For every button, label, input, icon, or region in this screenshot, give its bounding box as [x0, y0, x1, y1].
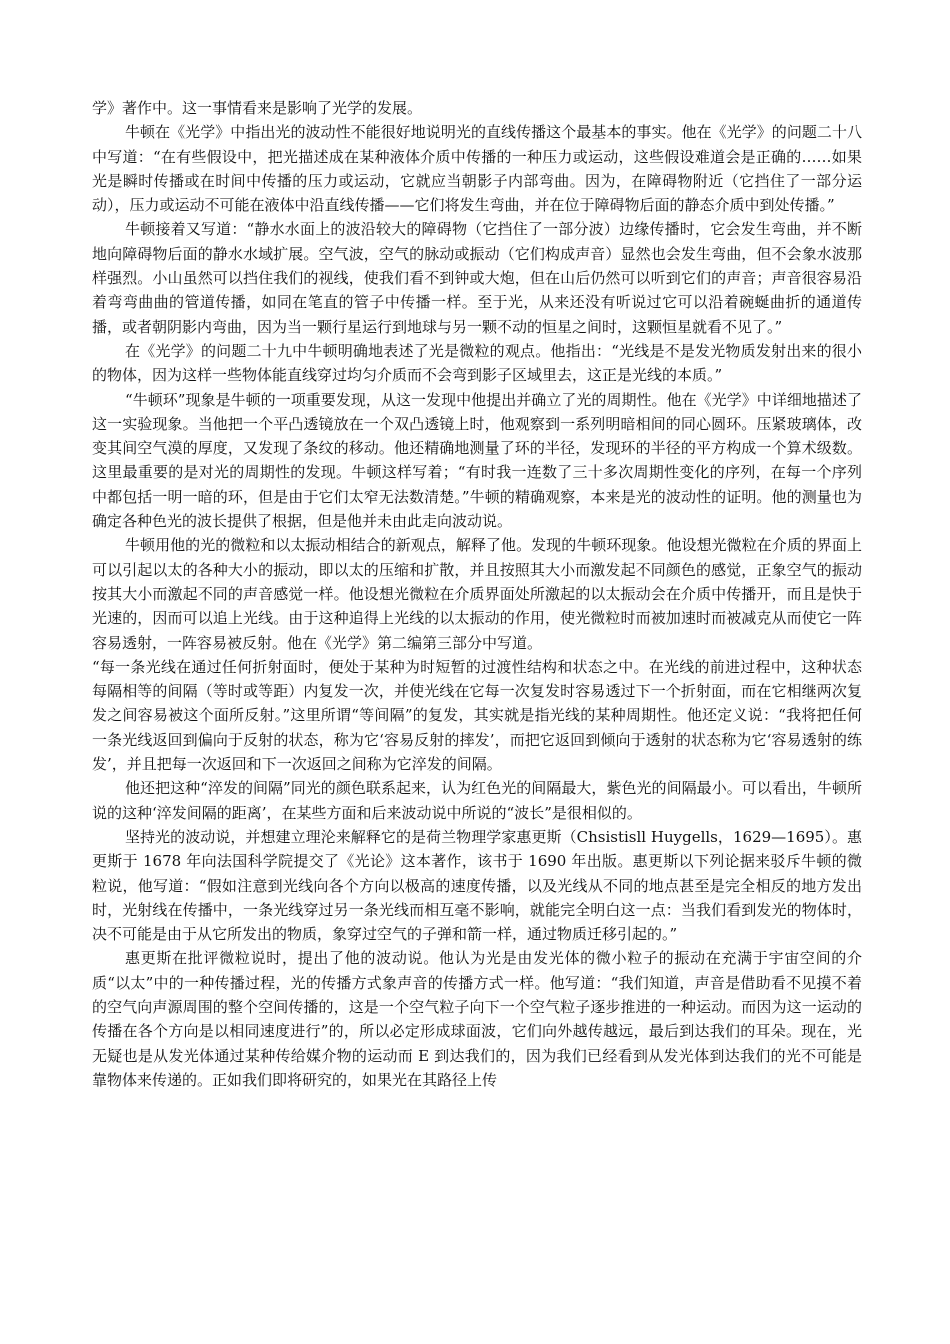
paragraph-huygens-intro: 坚持光的波动说，并想建立理沦来解释它的是荷兰物理学家惠更斯（Chsistisll Huygells，1629—1695）。惠更斯于 1678 年向法国科学院提交了《光论》这本著作，该书于 1690 年出版。惠更斯以下列论据来驳斥牛顿的微粒说，他写道：“假如注意到光线向各个方向以极高的速度传播，以及光线从不同的地点甚至是完全相反的地方发出时，光射线在传播中，一条光线穿过另一条光线而相互毫不影响，就能完全明白这一点：当我们看到发光的物体时，决不可能是由于从它所发出的物质，象穿过空气的子弹和箭一样，通过物质迁移引起的。” — [92, 827, 862, 944]
paragraph-continuation: 学》著作中。这一事情看来是影响了光学的发展。 — [92, 99, 423, 117]
paragraph-newton-wave-objection: 牛顿在《光学》中指出光的波动性不能很好地说明光的直线传播这个最基本的事实。他在《光学》的问题二十八中写道：“在有些假设中，把光描述成在某种液体介质中传播的一种压力或运动，这些假设难道会是正确的……如果光是瞬时传播或在时间中传播的压力或运动，它就应当朝影子内部弯曲。因为，在障碍物附近（它挡住了一部分运动），压力或运动不可能在液体中沿直线传播——它们将发生弯曲，并在位于障碍物后面的静态介质中到处传播。” — [92, 123, 862, 215]
paragraph-fits-quote: “每一条光线在通过任何折射面时，便处于某种为时短暂的过渡性结构和状态之中。在光线的前进过程中，这种状态每隔相等的间隔（等时或等距）内复发一次，并使光线在它每一次复发时容易透过下一个折射面，而在它相继两次复发之间容易被这个面所反射。”这里所谓“等间隔”的复发，其实就是指光线的某种周期性。他还定义说：“我将把任何一条光线返回到偏向于反射的状态，称为它‘容易反射的摔发’，而把它返回到倾向于透射的状态称为它‘容易透射的练发’，并且把每一次返回和下一次返回之间称为它淬发的间隔。 — [92, 657, 862, 774]
paragraph-newton-water-waves: 牛顿接着又写道：“静水水面上的波沿较大的障碍物（它挡住了一部分波）边缘传播时，它会发生弯曲，并不断地向障碍物后面的静水水域扩展。空气波，空气的脉动或振动（它们构成声音）显然也会发生弯曲，但不会象水波那样强烈。小山虽然可以挡住我们的视线，使我们看不到钟或大炮，但在山后仍然可以听到它们的声音；声音很容易沿着弯弯曲曲的管道传播，如同在笔直的管子中传播一样。至于光，从来还没有听说过它可以沿着碗蜒曲折的通道传播，或者朝阴影内弯曲，因为当一颗行星运行到地球与另一颗不动的恒星之间时，这颗恒星就看不见了。” — [92, 220, 862, 336]
paragraph-ether-vibration: 牛顿用他的光的微粒和以太振动相结合的新观点，解释了他。发现的牛顿环现象。他设想光微粒在介质的界面上可以引起以太的各种大小的振动，即以太的压缩和扩散，并且按照其大小而激发起不同颜色的感觉，正象空气的振动按其大小而激起不同的声音感觉一样。他设想光微粒在介质界面处所激起的以太振动会在介质中传播开，而且是快于光速的，因而可以追上光线。由于这种追得上光线的以太振动的作用，使光微粒时而被加速时而被减克从而使它一阵容易透射，一阵容易被反射。他在《光学》第二编第三部分中写道。 — [92, 536, 862, 652]
paragraph-question-29: 在《光学》的问题二十九中牛顿明确地表述了光是微粒的观点。他指出：“光线是不是发光物质发射出来的很小的物体，因为这样一些物体能直线穿过均匀介质而不会弯到影子区域里去，这正是光线的本质。” — [92, 341, 862, 385]
document-page — [92, 96, 862, 1092]
paragraph-fits-color: 他还把这种“淬发的间隔”同光的颜色联系起来，认为红色光的间隔最大，紫色光的间隔最小。可以看出，牛顿所说的这种‘淬发间隔的距离’，在某些方面和后来波动说中所说的“波长”是很相似的。 — [92, 779, 862, 822]
paragraph-newton-rings: “牛顿环”现象是牛顿的一项重要发现，从这一发现中他提出并确立了光的周期性。他在《光学》中详细地描述了这一实验现象。当他把一个平凸透镜放在一个双凸透镜上时，他观察到一系列明暗相间的同心圆环。压紧玻璃体，改变其间空气漠的厚度，又发现了条纹的移动。他还精确地测量了环的半径，发现环的半径的平方构成一个算术级数。这里最重要的是对光的周期性的发现。牛顿这样写着；“有时我一连数了三十多次周期性变化的序列，在每一个序列中都包括一明一暗的环，但是由于它们太窄无法数清楚。”牛顿的精确观察，本来是光的波动性的证明。他的测量也为确定各种色光的波长提供了根据，但是他并未由此走向波动说。 — [92, 390, 862, 531]
paragraph-huygens-wave-theory: 惠更斯在批评微粒说时，提出了他的波动说。他认为光是由发光体的微小粒子的振动在充满于宇宙空间的介质“以太”中的一种传播过程，光的传播方式象声音的传播方式一样。他写道：“我们知道，声音是借助看不见摸不着的空气向声源周围的整个空间传播的，这是一个空气粒子向下一个空气粒子逐步推进的一种运动。而因为这一运动的传播在各个方向是以相同速度进行”的，所以必定形成球面波，它们向外越传越远，最后到达我们的耳朵。现在，光无疑也是从发光体通过某种传给媒介物的运动而 E 到达我们的，因为我们已经看到从发光体到达我们的光不可能是靠物体来传递的。正如我们即将研究的，如果光在其路径上传 — [92, 949, 862, 1089]
